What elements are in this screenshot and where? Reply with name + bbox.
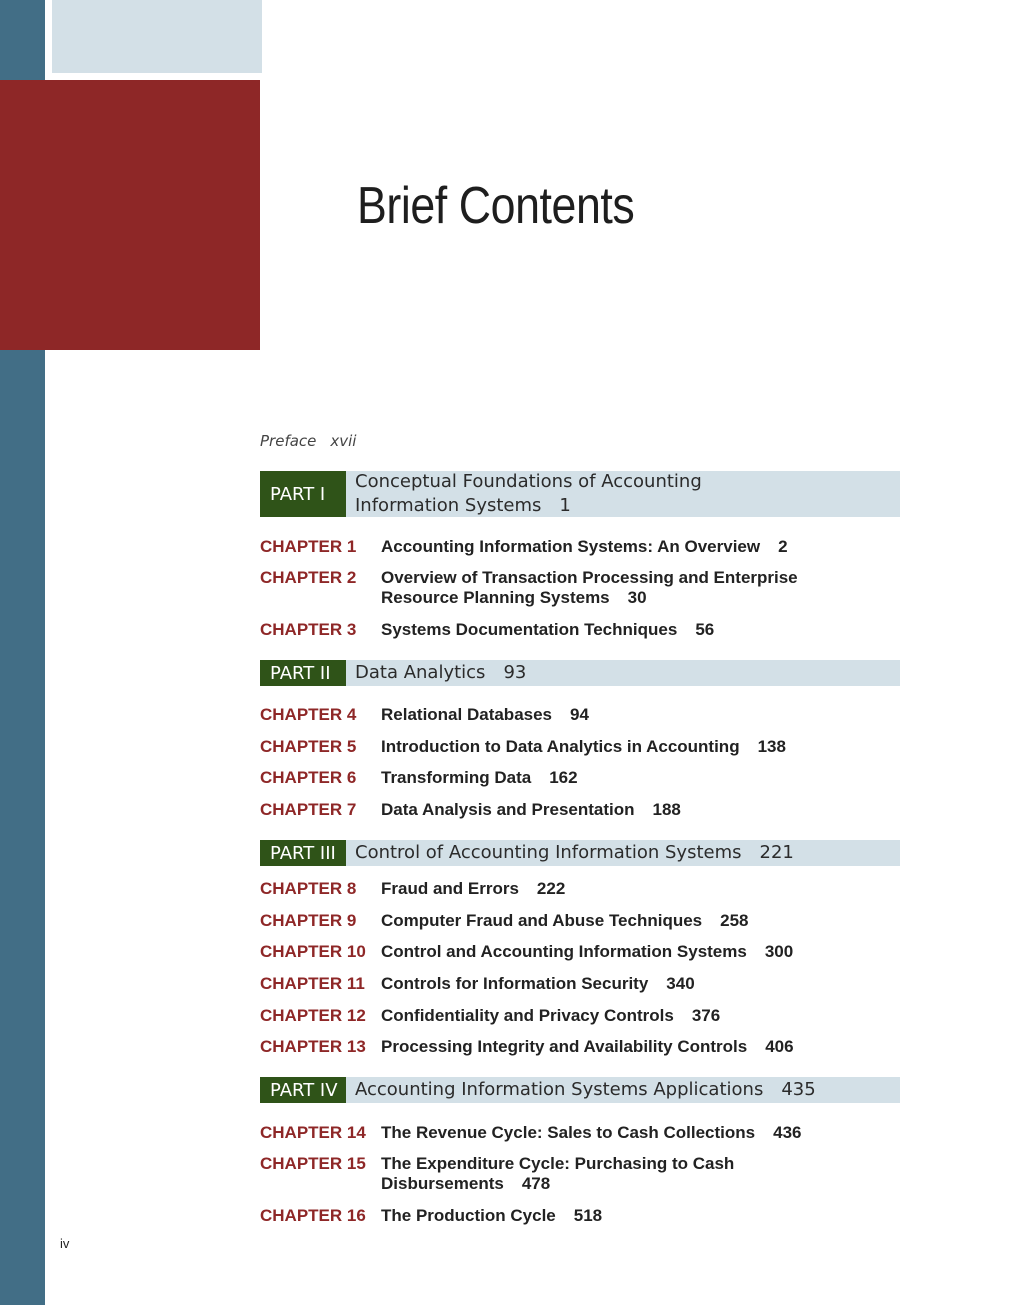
chapter-entry bbox=[260, 879, 851, 899]
chapter-entry bbox=[260, 1123, 851, 1143]
chapter-entry bbox=[260, 1154, 781, 1194]
part-label: PART III bbox=[260, 840, 346, 866]
part-label: PART II bbox=[260, 660, 346, 686]
chapter-title: Fraud and Errors 222 bbox=[381, 879, 566, 898]
chapter-entry bbox=[260, 1006, 851, 1026]
part-title: Conceptual Foundations of Accounting Information Systems 1 bbox=[355, 471, 702, 516]
part-heading bbox=[260, 471, 900, 517]
part-title: Control of Accounting Information Systems 221 bbox=[355, 842, 794, 863]
chapter-title: Transforming Data 162 bbox=[381, 768, 578, 787]
chapter-label: CHAPTER 10 bbox=[260, 942, 366, 961]
chapter-entry bbox=[260, 568, 841, 608]
chapter-title: Control and Accounting Information Systems 300 bbox=[381, 942, 794, 961]
chapter-label: CHAPTER 4 bbox=[260, 705, 357, 724]
chapter-title: Computer Fraud and Abuse Techniques 258 bbox=[381, 911, 749, 930]
chapter-title: Relational Databases 94 bbox=[381, 705, 589, 724]
chapter-title: Overview of Transaction Processing and Enterprise Resource Planning Systems 30 bbox=[381, 568, 798, 607]
chapter-entry bbox=[260, 974, 851, 994]
chapter-label: CHAPTER 3 bbox=[260, 620, 357, 639]
chapter-label: CHAPTER 6 bbox=[260, 768, 357, 787]
chapter-label: CHAPTER 15 bbox=[260, 1154, 366, 1173]
chapter-label: CHAPTER 1 bbox=[260, 537, 357, 556]
red-decorative-block bbox=[0, 80, 260, 350]
top-decorative-block bbox=[52, 0, 262, 73]
chapter-title: Processing Integrity and Availability Controls 406 bbox=[381, 1037, 794, 1056]
page-folio: iv bbox=[60, 1236, 70, 1251]
chapter-label: CHAPTER 11 bbox=[260, 974, 365, 993]
chapter-label: CHAPTER 12 bbox=[260, 1006, 366, 1025]
chapter-entry bbox=[260, 1037, 851, 1057]
chapter-title: Data Analysis and Presentation 188 bbox=[381, 800, 681, 819]
chapter-entry bbox=[260, 911, 851, 931]
chapter-label: CHAPTER 7 bbox=[260, 800, 357, 819]
chapter-title: Accounting Information Systems: An Overview 2 bbox=[381, 537, 788, 556]
part-label: PART IV bbox=[260, 1077, 346, 1103]
chapter-label: CHAPTER 9 bbox=[260, 911, 357, 930]
chapter-title: Confidentiality and Privacy Controls 376 bbox=[381, 1006, 721, 1025]
chapter-title: Introduction to Data Analytics in Accounting 138 bbox=[381, 737, 786, 756]
chapter-entry bbox=[260, 768, 851, 788]
chapter-label: CHAPTER 16 bbox=[260, 1206, 366, 1225]
chapter-title: The Production Cycle 518 bbox=[381, 1206, 603, 1225]
preface-entry bbox=[260, 432, 356, 450]
chapter-entry bbox=[260, 1206, 851, 1226]
page-title: Brief Contents bbox=[357, 177, 635, 235]
chapter-entry bbox=[260, 737, 851, 757]
chapter-entry bbox=[260, 705, 851, 725]
part-label: PART I bbox=[260, 471, 346, 517]
chapter-entry bbox=[260, 537, 851, 557]
part-heading bbox=[260, 660, 900, 686]
part-heading bbox=[260, 1077, 900, 1103]
chapter-label: CHAPTER 8 bbox=[260, 879, 357, 898]
chapter-label: CHAPTER 2 bbox=[260, 568, 357, 587]
chapter-entry bbox=[260, 800, 851, 820]
chapter-label: CHAPTER 5 bbox=[260, 737, 357, 756]
chapter-label: CHAPTER 14 bbox=[260, 1123, 366, 1142]
chapter-title: Controls for Information Security 340 bbox=[381, 974, 695, 993]
part-title: Accounting Information Systems Applications 435 bbox=[355, 1079, 816, 1100]
part-title: Data Analytics 93 bbox=[355, 662, 527, 683]
chapter-title: Systems Documentation Techniques 56 bbox=[381, 620, 715, 639]
part-heading bbox=[260, 840, 900, 866]
preface-page: xvii bbox=[330, 432, 357, 450]
chapter-entry bbox=[260, 942, 851, 962]
preface-label: Preface bbox=[260, 432, 317, 450]
chapter-title: The Expenditure Cycle: Purchasing to Cash Disbursements 478 bbox=[381, 1154, 735, 1193]
chapter-title: The Revenue Cycle: Sales to Cash Collections 436 bbox=[381, 1123, 802, 1142]
chapter-entry bbox=[260, 620, 851, 640]
chapter-label: CHAPTER 13 bbox=[260, 1037, 366, 1056]
